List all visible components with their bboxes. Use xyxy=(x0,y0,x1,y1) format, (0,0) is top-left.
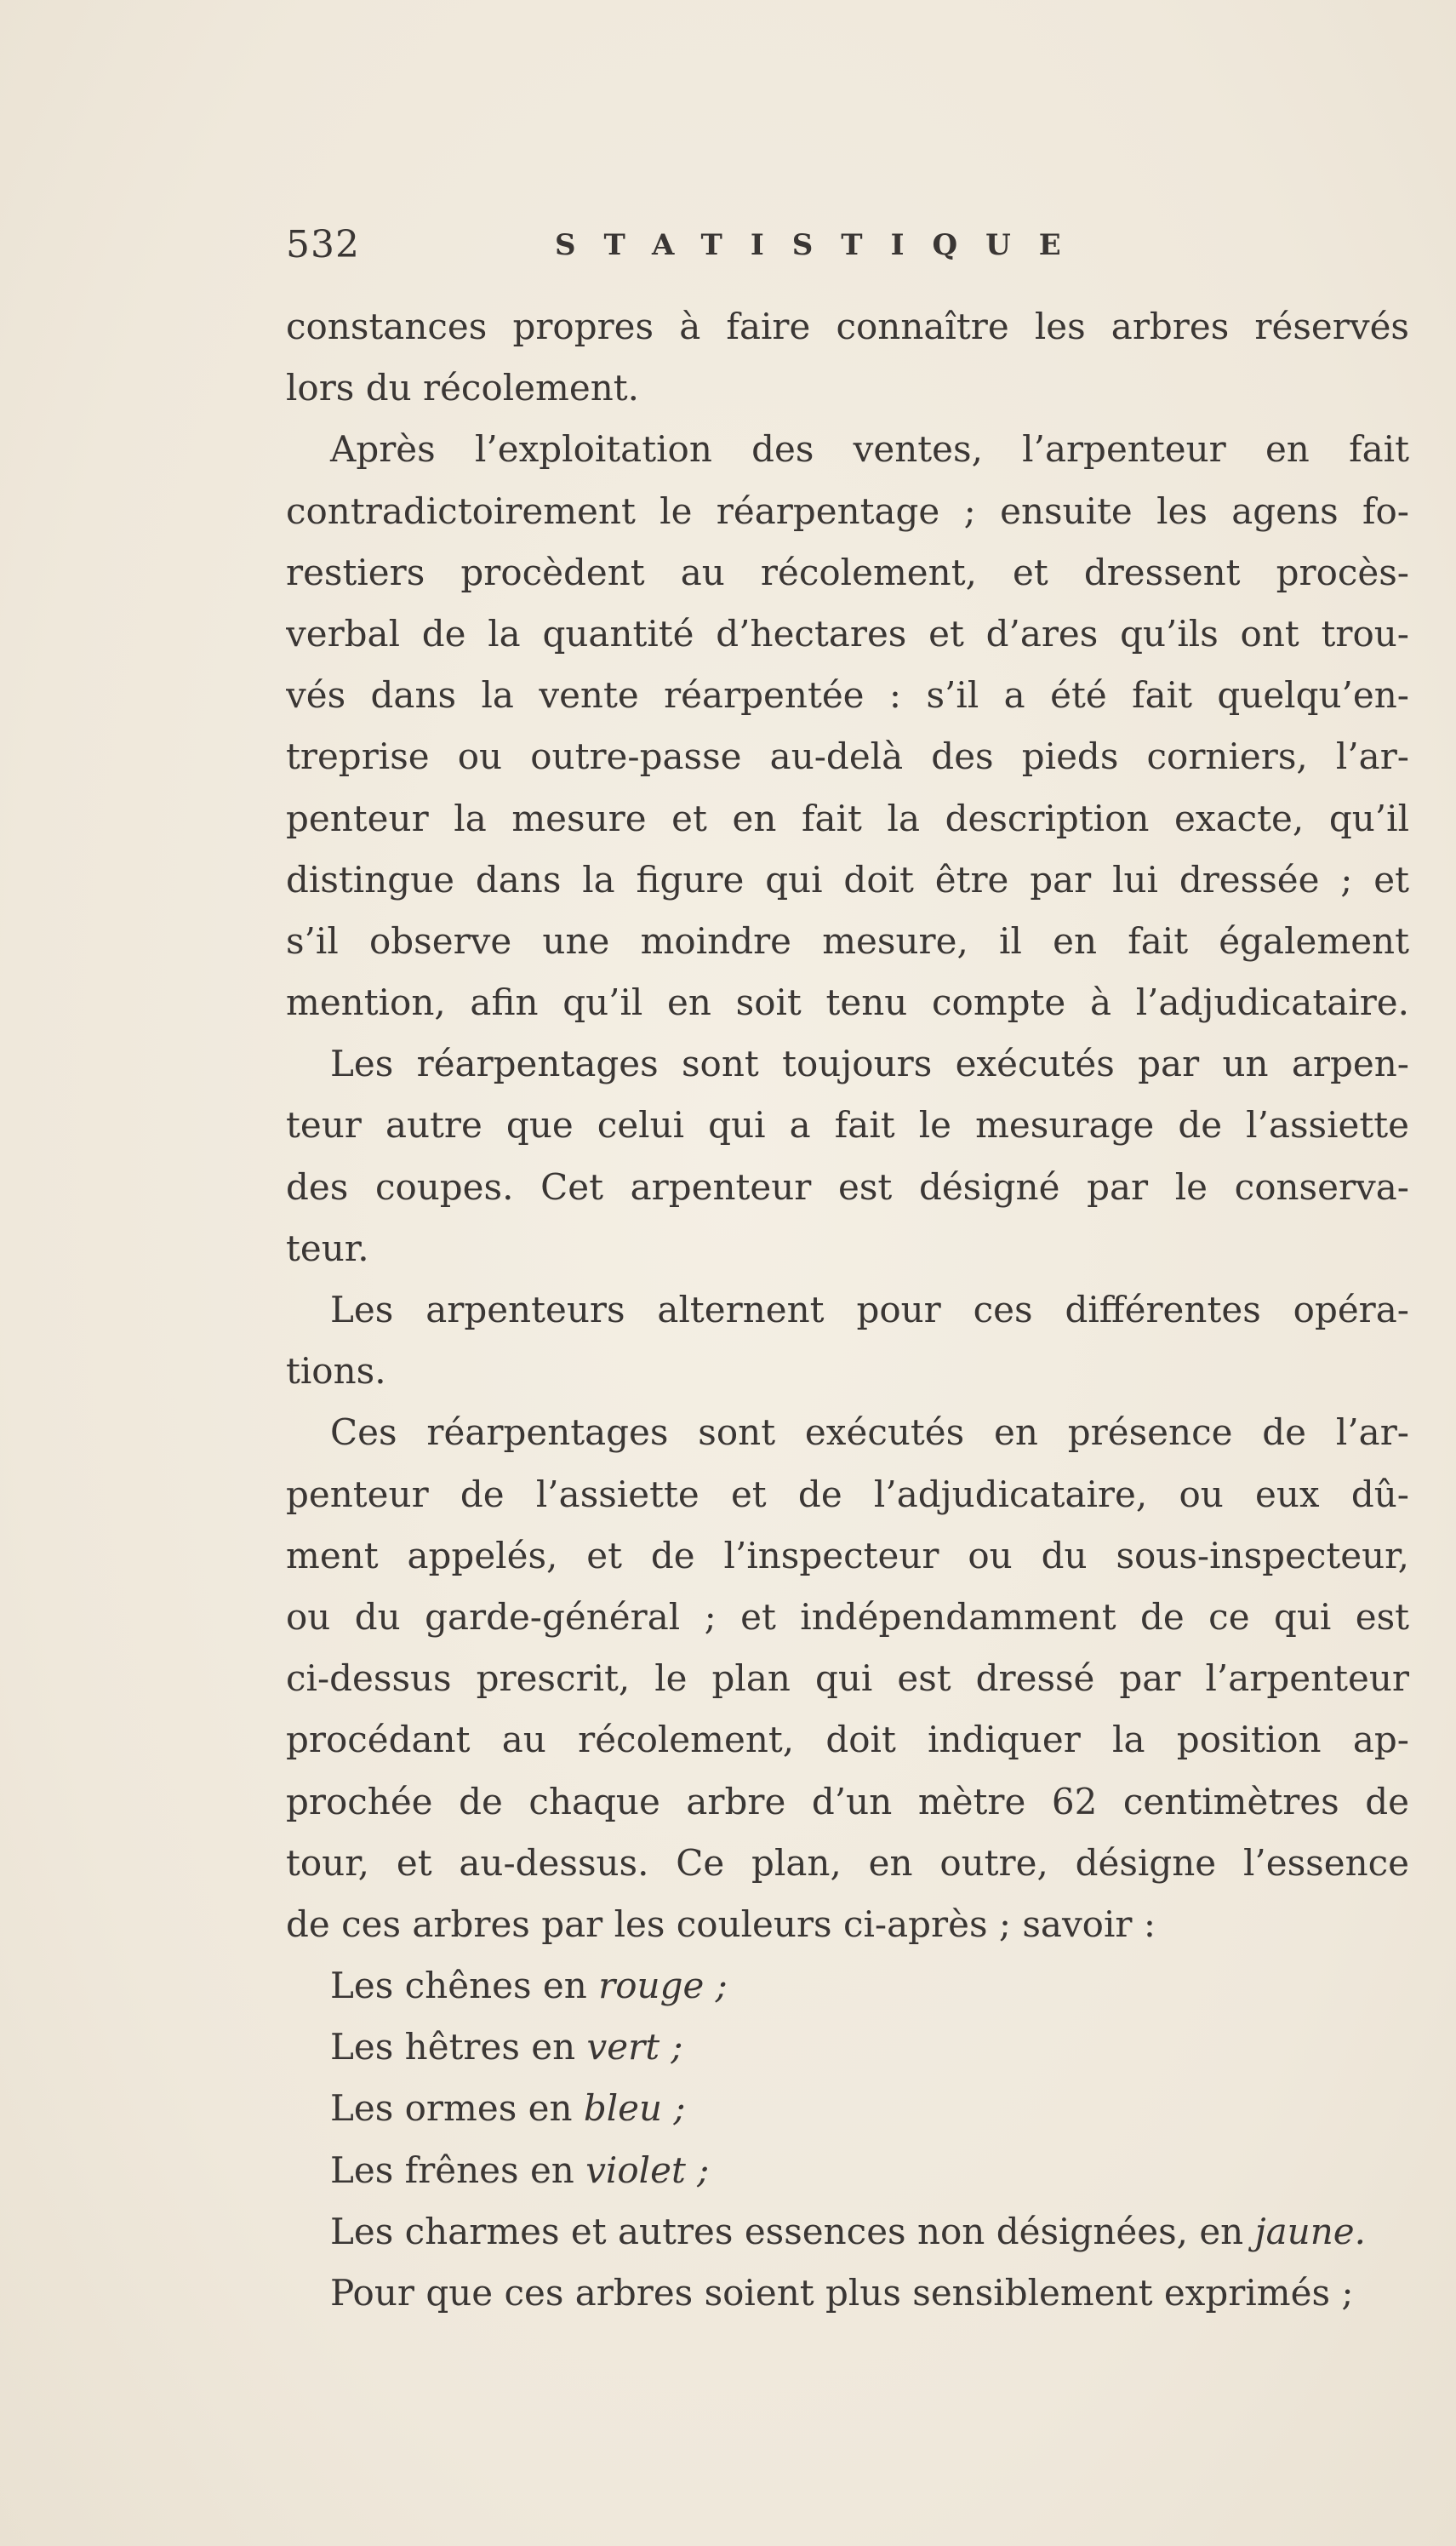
text-line: s’il observe une moindre mesure, il en fait également xyxy=(286,919,1409,962)
text-line: tions. xyxy=(286,1350,386,1393)
text-line: ou du garde-général ; et indépendamment de ce qui est xyxy=(286,1595,1409,1638)
text-line: ment appelés, et de l’inspecteur ou du sous-inspecteur, xyxy=(286,1534,1409,1576)
text-line: Pour que ces arbres soient plus sensiblement exprimés ; xyxy=(330,2272,1354,2314)
list-item xyxy=(286,2078,1409,2139)
color-term: rouge ; xyxy=(598,1965,728,2007)
text-line: Les réarpentages sont toujours exécutés par un arpen- xyxy=(330,1043,1409,1085)
text-line: teur autre que celui qui a fait le mesurage de l’assiette xyxy=(286,1104,1409,1147)
color-term: jaune. xyxy=(1254,2210,1366,2252)
text-line: des coupes. Cet arpenteur est désigné par le conserva- xyxy=(286,1165,1409,1208)
text-line: Les arpenteurs alternent pour ces différentes opéra- xyxy=(330,1289,1409,1330)
text-line: procédant au récolement, doit indiquer la position ap- xyxy=(286,1719,1409,1761)
body-text xyxy=(286,296,1409,2324)
text-line: de ces arbres par les couleurs ci-après ; savoir : xyxy=(286,1902,1156,1945)
text-line: penteur de l’assiette et de l’adjudicataire, ou eux dû- xyxy=(286,1473,1409,1515)
running-head: STATISTIQUE xyxy=(555,228,1089,262)
text-line: tour, et au-dessus. Ce plan, en outre, désigne l’essence xyxy=(286,1841,1409,1884)
text-line: distingue dans la figure qui doit être par lui dressée ; et xyxy=(286,858,1409,901)
text-line: restiers procèdent au récolement, et dressent procès- xyxy=(286,551,1409,593)
text-line: Après l’exploitation des ventes, l’arpenteur en fait xyxy=(330,428,1409,471)
color-term: vert ; xyxy=(586,2026,683,2068)
list-item xyxy=(286,2017,1409,2078)
text-line: vés dans la vente réarpentée : s’il a été fait quelqu’en- xyxy=(286,674,1409,717)
list-item-text: Les frênes en xyxy=(330,2148,586,2191)
list-item xyxy=(286,1955,1409,2017)
text-line: contradictoirement le réarpentage ; ensuite les agens fo- xyxy=(286,489,1409,532)
color-term: bleu ; xyxy=(583,2087,686,2130)
list-item-text: Les chênes en xyxy=(330,1965,599,2007)
list-item-text: Les hêtres en xyxy=(330,2026,587,2068)
text-line: Ces réarpentages sont exécutés en présence de l’ar- xyxy=(330,1411,1409,1454)
list-item-text: Les ormes en xyxy=(330,2087,584,2130)
text-line: ci-dessus prescrit, le plan qui est dressé par l’arpenteur xyxy=(286,1657,1409,1700)
text-line: constances propres à faire connaître les arbres réservés xyxy=(286,306,1409,347)
text-line: treprise ou outre-passe au-delà des pieds corniers, l’ar- xyxy=(286,735,1409,778)
list-item-text: Les charmes et autres essences non désignées, en xyxy=(330,2210,1255,2252)
page-number: 532 xyxy=(286,223,360,266)
text-line: prochée de chaque arbre d’un mètre 62 centimètres de xyxy=(286,1780,1409,1822)
list-item xyxy=(286,2201,1409,2263)
list-item xyxy=(286,2140,1409,2201)
color-term: violet ; xyxy=(585,2148,710,2191)
text-line: penteur la mesure et en fait la description exacte, qu’il xyxy=(286,797,1409,839)
page-header xyxy=(286,220,1409,271)
text-line: teur. xyxy=(286,1227,369,1269)
text-line: lors du récolement. xyxy=(286,367,639,409)
text-line: mention, afin qu’il en soit tenu compte à l’adjudicataire. xyxy=(286,981,1409,1024)
text-line: verbal de la quantité d’hectares et d’ares qu’ils ont trou- xyxy=(286,612,1409,655)
